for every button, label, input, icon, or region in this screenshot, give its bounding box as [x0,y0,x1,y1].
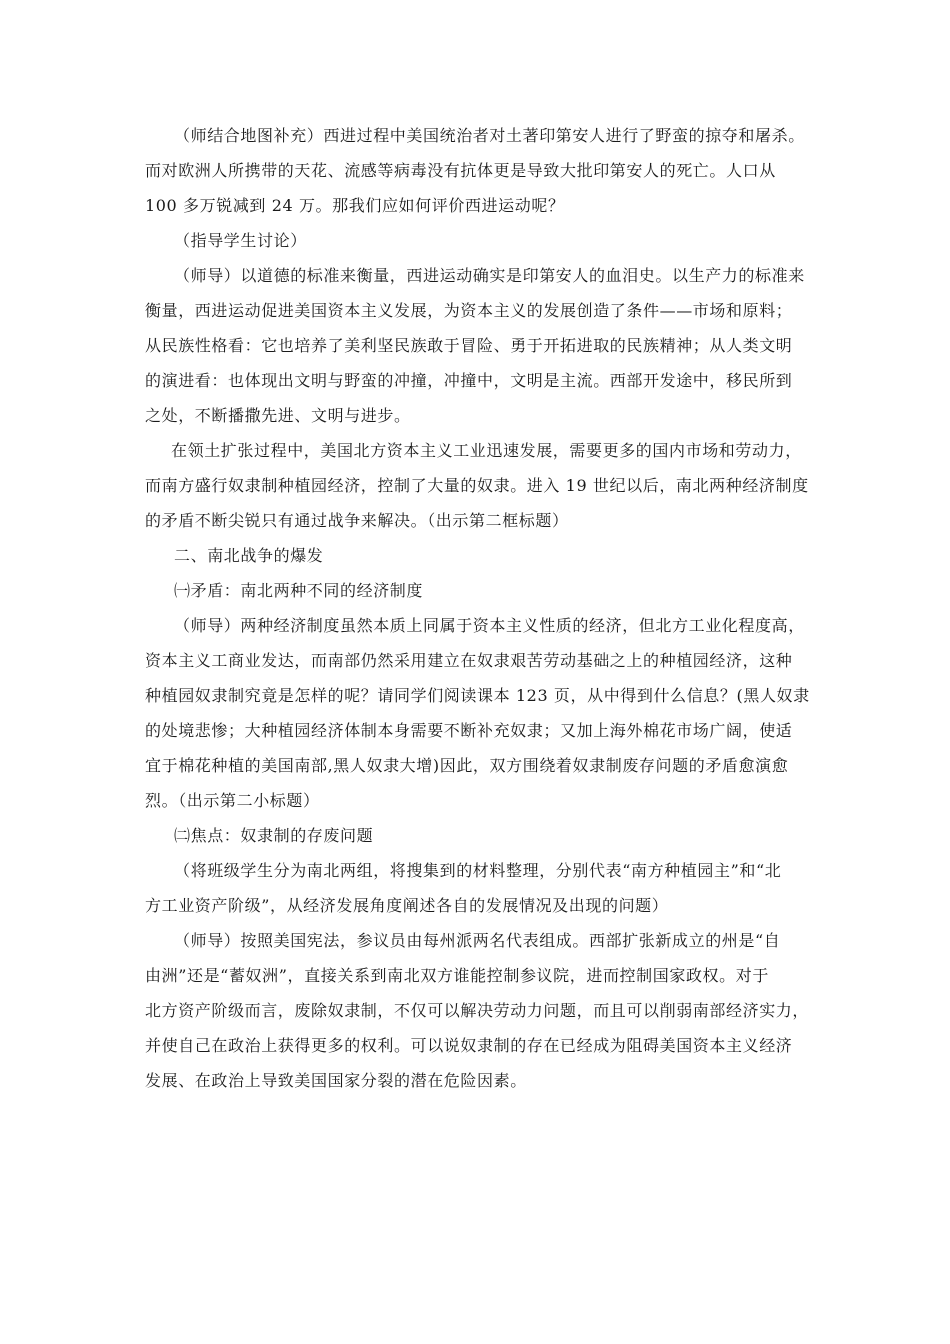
paragraph-line: 衡量，西进运动促进美国资本主义发展，为资本主义的发展创造了条件——市场和原料； [145,301,793,320]
paragraph-line: （师导）两种经济制度虽然本质上同属于资本主义性质的经济，但北方工业化程度高， [174,616,805,635]
paragraph-line: 的矛盾不断尖锐只有通过战争来解决。（出示第二框标题） [145,511,569,530]
paragraph-line: 烈。（出示第二小标题） [145,791,320,810]
paragraph-line: 而南方盛行奴隶制种植园经济，控制了大量的奴隶。进入 19 世纪以后，南北两种经济制度 [145,476,809,495]
paragraph-line: 在领土扩张过程中，美国北方资本主义工业迅速发展，需要更多的国内市场和劳动力， [171,441,802,460]
paragraph-line: 的处境悲惨；大种植园经济体制本身需要不断补充奴隶；又加上海外棉花市场广阔，使适 [145,721,793,740]
paragraph-line: （将班级学生分为南北两组，将搜集到的材料整理，分别代表“南方种植园主”和“北 [174,861,782,880]
paragraph-line: （师结合地图补充）西进过程中美国统治者对土著印第安人进行了野蛮的掠夺和屠杀。 [174,126,805,145]
paragraph-line: 从民族性格看：它也培养了美利坚民族敢于冒险、勇于开拓进取的民族精神；从人类文明 [145,336,793,355]
paragraph-line: 之处，不断播撒先进、文明与进步。 [145,406,411,425]
document-body [145,118,815,1098]
paragraph-line: 由洲”还是“蓄奴洲”，直接关系到南北双方谁能控制参议院，进而控制国家政权。对于 [145,966,769,985]
paragraph-line: 并使自己在政治上获得更多的权利。可以说奴隶制的存在已经成为阻碍美国资本主义经济 [145,1036,793,1055]
paragraph-line: 方工业资产阶级”，从经济发展角度阐述各自的发展情况及出现的问题） [145,896,669,915]
subsection-heading: ㈠矛盾：南北两种不同的经济制度 [174,581,424,600]
paragraph-line: 宜于棉花种植的美国南部,黑人奴隶大增)因此，双方围绕着奴隶制废存问题的矛盾愈演愈 [145,756,789,775]
paragraph-line: 种植园奴隶制究竟是怎样的呢？请同学们阅读课本 123 页，从中得到什么信息？(黑人奴隶 [145,686,810,705]
section-heading: 二、南北战争的爆发 [174,546,324,565]
paragraph-line: （师导）以道德的标准来衡量，西进运动确实是印第安人的血泪史。以生产力的标准来 [174,266,805,285]
paragraph-line: 100 多万锐减到 24 万。那我们应如何评价西进运动呢？ [145,196,565,215]
paragraph-line: 而对欧洲人所携带的天花、流感等病毒没有抗体更是导致大批印第安人的死亡。人口从 [145,161,776,180]
paragraph-line: （师导）按照美国宪法，参议员由每州派两名代表组成。西部扩张新成立的州是“自 [174,931,781,950]
paragraph-line: 资本主义工商业发达，而南部仍然采用建立在奴隶艰苦劳动基础之上的种植园经济，这种 [145,651,793,670]
paragraph-line: 北方资产阶级而言，废除奴隶制，不仅可以解决劳动力问题，而且可以削弱南部经济实力， [145,1001,810,1020]
paragraph-line: 的演进看：也体现出文明与野蛮的冲撞，冲撞中，文明是主流。西部开发途中，移民所到 [145,371,793,390]
subsection-heading: ㈡焦点：奴隶制的存废问题 [174,826,374,845]
paragraph-line: （指导学生讨论） [174,231,307,250]
paragraph-line: 发展、在政治上导致美国国家分裂的潜在危险因素。 [145,1071,527,1090]
